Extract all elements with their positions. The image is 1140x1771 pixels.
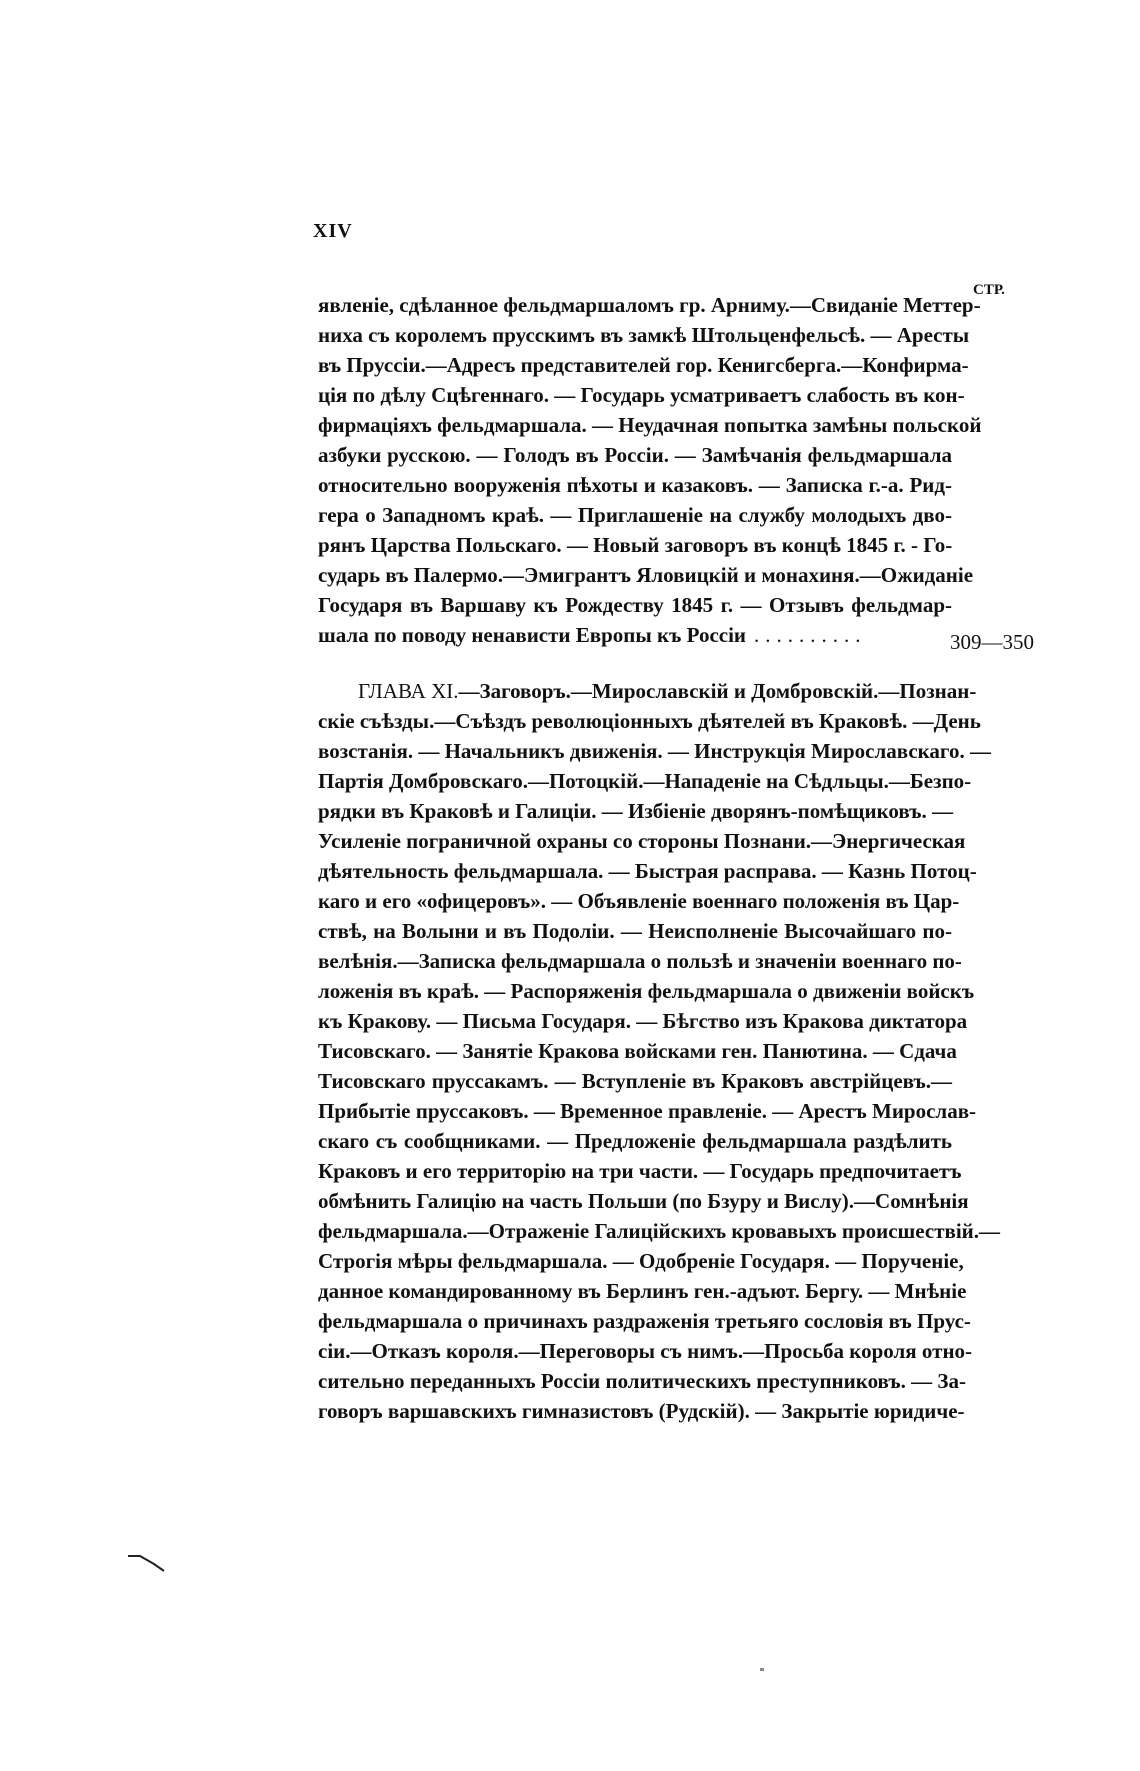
page-number: XIV <box>313 220 353 242</box>
text-line: Тисовскаго. — Занятіе Кракова войсками ген. Панютина. — Сдача <box>318 1039 957 1063</box>
text-line: гера о Западномъ краѣ. — Приглашеніе на службу молодыхъ дво- <box>318 503 952 527</box>
scan-mark <box>128 1552 168 1572</box>
text-line: шала по поводу ненависти Европы къ Россіи <box>318 623 747 647</box>
text-line: рядки въ Краковѣ и Галиціи. — Избіеніе дворянъ-помѣщиковъ. — <box>318 799 953 823</box>
chapter-first-line <box>318 676 977 706</box>
text-line: фельдмаршала о причинахъ раздраженія третьяго сословія въ Прус- <box>318 1309 971 1333</box>
text-line: ложенія въ краѣ. — Распоряженія фельдмаршала о движеніи войскъ <box>318 979 975 1003</box>
toc-chapter-entry <box>318 676 1001 1426</box>
toc-leader-line <box>318 620 952 650</box>
text-line: явленіе, сдѣланное фельдмаршаломъ гр. Арниму.—Свиданіе Меттер- <box>318 293 981 317</box>
scan-speck <box>760 1668 764 1671</box>
toc-entry-continued <box>318 290 982 650</box>
text-line: относительно вооруженія пѣхоты и казаковъ. — Записка г.-а. Рид- <box>318 473 952 497</box>
page-column-label: СТР. <box>973 282 1005 298</box>
text-line: Государя въ Варшаву къ Рождеству 1845 г. — Отзывъ фельдмар- <box>318 593 952 617</box>
text-line: —Заговоръ.—Мирославскій и Домбровскій.—Познан- <box>458 679 977 703</box>
text-line: сіи.—Отказъ короля.—Переговоры съ нимъ.—Просьба короля отно- <box>318 1339 973 1363</box>
chapter-heading: ГЛАВА XI. <box>358 679 459 703</box>
text-line: сительно переданныхъ Россіи политическихъ преступниковъ. — За- <box>318 1369 966 1393</box>
text-line: говоръ варшавскихъ гимназистовъ (Рудскій). — Закрытіе юридиче- <box>318 1399 965 1423</box>
text-line: азбуки русскою. — Голодъ въ Россіи. — Замѣчанія фельдмаршала <box>318 443 952 467</box>
text-line: велѣнія.—Записка фельдмаршала о пользѣ и значеніи военнаго по- <box>318 949 962 973</box>
text-line: фирмаціяхъ фельдмаршала. — Неудачная попытка замѣны польской <box>318 413 982 437</box>
text-line: возстанія. — Начальникъ движенія. — Инструкція Мирославскаго. — <box>318 739 991 763</box>
dot-leader: .......... <box>754 623 867 647</box>
text-line: ниха съ королемъ прусскимъ въ замкѣ Штольценфельсѣ. — Аресты <box>318 323 970 347</box>
text-line: въ Пруссіи.—Адресъ представителей гор. Кенигсберга.—Конфирма- <box>318 353 969 377</box>
text-line: Строгія мѣры фельдмаршала. — Одобреніе Государя. — Порученіе, <box>318 1249 964 1273</box>
text-line: данное командированному въ Берлинъ ген.-адъют. Бергу. — Мнѣніе <box>318 1279 967 1303</box>
text-line: Усиленіе пограничной охраны со стороны Познани.—Энергическая <box>318 829 966 853</box>
text-line: скіе съѣзды.—Съѣздъ революціонныхъ дѣятелей въ Краковѣ. —День <box>318 709 981 733</box>
text-line: рянъ Царства Польскаго. — Новый заговоръ въ концѣ 1845 г. - Го- <box>318 533 953 557</box>
text-line: Тисовскаго пруссакамъ. — Вступленіе въ Краковъ австрійцевъ.— <box>318 1069 952 1093</box>
text-line: каго и его «офицеровъ». — Объявленіе военнаго положенія въ Цар- <box>318 889 960 913</box>
text-line: фельдмаршала.—Отраженіе Галиційскихъ кровавыхъ происшествій.— <box>318 1219 1001 1243</box>
text-line: ція по дѣлу Сцѣгеннаго. — Государь усматриваетъ слабость въ кон- <box>318 383 965 407</box>
text-line: Краковъ и его территорію на три части. — Государь предпочитаетъ <box>318 1159 962 1183</box>
text-line: сударь въ Палермо.—Эмигрантъ Яловицкій и монахиня.—Ожиданіе <box>318 563 974 587</box>
text-line: Прибытіе пруссаковъ. — Временное правленіе. — Арестъ Мирослав- <box>318 1099 977 1123</box>
text-line: ствѣ, на Волыни и въ Подоліи. — Неисполненіе Высочайшаго по- <box>318 919 952 943</box>
page-range: 309—350 <box>950 630 1034 654</box>
text-line: Партія Домбровскаго.—Потоцкій.—Нападеніе на Сѣдльцы.—Безпо- <box>318 769 972 793</box>
text-line: къ Кракову. — Письма Государя. — Бѣгство изъ Кракова диктатора <box>318 1009 968 1033</box>
text-line: обмѣнить Галицію на часть Польши (по Бзуру и Вислу).—Сомнѣнія <box>318 1189 969 1213</box>
text-line: дѣятельность фельдмаршала. — Быстрая расправа. — Казнь Потоц- <box>318 859 977 883</box>
text-line: скаго съ сообщниками. — Предложеніе фельдмаршала раздѣлить <box>318 1129 952 1153</box>
